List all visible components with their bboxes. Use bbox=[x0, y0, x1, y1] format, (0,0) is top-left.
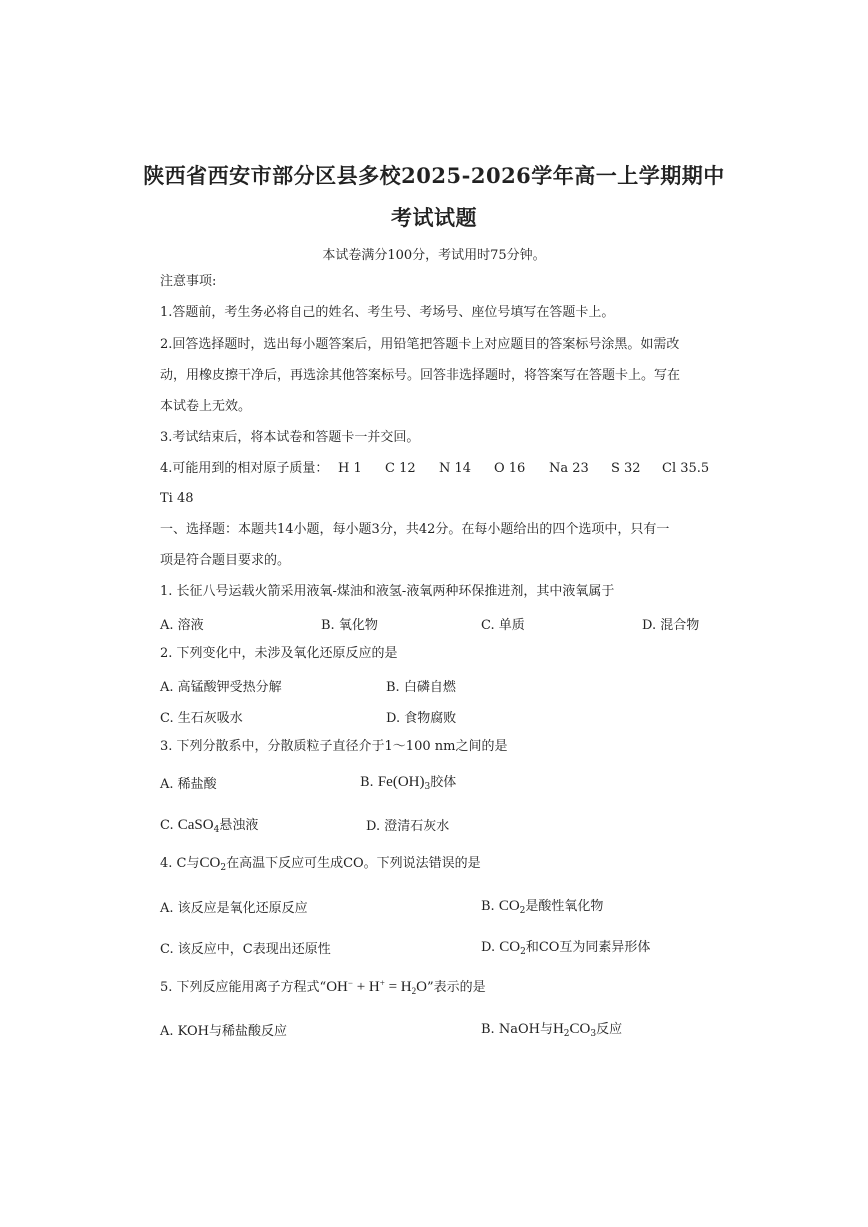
q1-option-d: D. 混合物 bbox=[642, 618, 700, 633]
q3-option-c: C. CaSO$_4$悬浊液 bbox=[160, 817, 259, 835]
mass-cl: Cl 35.5 bbox=[662, 461, 710, 476]
note-2-line1: 2.回答选择题时，选出每小题答案后，用铅笔把答题卡上对应题目的答案标号涂黑。如需改 bbox=[160, 337, 680, 352]
q1-stem: 1. 长征八号运载火箭采用液氧-煤油和液氢-液氧两种环保推进剂，其中液氧属于 bbox=[160, 584, 615, 599]
q4-option-c: C. 该反应中，C表现出还原性 bbox=[160, 942, 331, 957]
q3-option-d: D. 澄清石灰水 bbox=[366, 819, 450, 834]
q4-option-b: B. $CO_2$是酸性氧化物 bbox=[481, 898, 604, 916]
q1-option-b: B. 氧化物 bbox=[321, 618, 378, 633]
section1-line1: 一、选择题：本题共14小题，每小题3分，共42分。在每小题给出的四个选项中，只有一 bbox=[160, 522, 670, 537]
note-4-label: 4.可能用到的相对原子质量： bbox=[160, 461, 329, 476]
mass-s: S 32 bbox=[611, 461, 641, 476]
q5-option-b: B. NaOH与$H_2CO_3$反应 bbox=[481, 1021, 623, 1039]
formula-caso4: CaSO bbox=[177, 817, 214, 833]
mass-na: Na 23 bbox=[549, 461, 589, 476]
q2-option-d: D. 食物腐败 bbox=[386, 711, 457, 726]
ionic-equation: $OH^- + H^+ = H_2O$ bbox=[326, 978, 427, 996]
note-2-line2: 动，用橡皮擦干净后，再选涂其他答案标号。回答非选择题时，将答案写在答题卡上。写在 bbox=[160, 368, 681, 383]
note-2-line3: 本试卷上无效。 bbox=[160, 399, 252, 414]
note-4-masses bbox=[160, 460, 710, 478]
mass-n: N 14 bbox=[439, 461, 472, 476]
q4-option-a: A. 该反应是氧化还原反应 bbox=[160, 901, 308, 916]
q2-option-b: B. 白磷自燃 bbox=[386, 680, 456, 695]
mass-o: O 16 bbox=[494, 461, 526, 476]
q4-stem: 4. C与$CO_2$在高温下反应可生成CO。下列说法错误的是 bbox=[160, 855, 481, 873]
q4-option-d: D. $CO_2$和CO互为同素异形体 bbox=[481, 939, 651, 957]
q2-option-a: A. 高锰酸钾受热分解 bbox=[160, 680, 282, 695]
note-4-cont: Ti 48 bbox=[160, 491, 194, 506]
q3-option-b: B. $Fe(OH)_3$胶体 bbox=[360, 774, 457, 792]
q3-option-a: A. 稀盐酸 bbox=[160, 777, 217, 792]
q1-option-c: C. 单质 bbox=[481, 618, 525, 633]
q3-stem: 3. 下列分散系中，分散质粒子直径介于1～100 nm之间的是 bbox=[160, 739, 508, 754]
formula-fe-oh-3: Fe(OH) bbox=[377, 774, 425, 790]
mass-c: C 12 bbox=[385, 461, 416, 476]
mass-h: H 1 bbox=[338, 461, 362, 476]
exam-subtitle: 本试卷满分100分，考试用时75分钟。 bbox=[322, 248, 546, 263]
q5-option-a: A. KOH与稀盐酸反应 bbox=[160, 1024, 288, 1039]
note-1: 1.答题前，考生务必将自己的姓名、考生号、考场号、座位号填写在答题卡上。 bbox=[160, 305, 615, 320]
q2-option-c: C. 生石灰吸水 bbox=[160, 711, 243, 726]
q5-stem: 5. 下列反应能用离子方程式“$OH^- + H^+ = H_2O$”表示的是 bbox=[160, 978, 486, 996]
q2-stem: 2. 下列变化中，未涉及氧化还原反应的是 bbox=[160, 646, 398, 661]
exam-title-line1: 陕西省西安市部分区县多校2025-2026学年高一上学期期中 bbox=[143, 163, 725, 188]
exam-title-line2: 考试试题 bbox=[391, 205, 477, 230]
note-3: 3.考试结束后，将本试卷和答题卡一并交回。 bbox=[160, 430, 420, 445]
notes-heading: 注意事项: bbox=[160, 274, 217, 289]
section1-line2: 项是符合题目要求的。 bbox=[160, 553, 291, 568]
q1-option-a: A. 溶液 bbox=[160, 618, 204, 633]
